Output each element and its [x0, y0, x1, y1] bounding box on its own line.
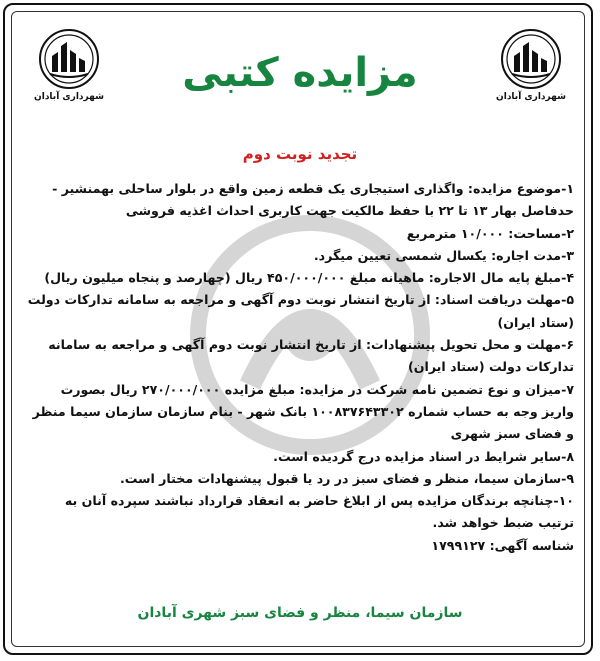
page-subtitle: تجدید نوبت دوم — [242, 145, 358, 163]
ad-id: شناسه آگهی: ۱۷۹۹۱۲۷ — [431, 537, 574, 553]
logo-caption: شهرداری آبادان — [34, 92, 104, 102]
ad-body — [26, 178, 574, 557]
municipality-emblem-icon — [38, 28, 100, 90]
ad-item: ۵-مهلت دریافت اسناد: از تاریخ انتشار نوبت دوم آگهی و مراجعه به سامانه تدارکات دولت (ستاد ایران) — [27, 292, 574, 330]
municipality-logo-left — [24, 28, 114, 102]
municipality-emblem-icon — [500, 28, 562, 90]
municipality-logo-right — [486, 28, 576, 102]
logo-caption: شهرداری آبادان — [496, 92, 566, 102]
page-title: مزایده کتبی — [182, 50, 418, 96]
ad-item: ۱۰-چنانچه برندگان مزایده پس از ابلاغ حاضر به انعقاد قرارداد نباشند سپرده آنان به ترتیب ضبط خواهد شد. — [64, 493, 574, 531]
ad-item: ۸-سایر شرایط در اسناد مزایده درج گردیده است. — [273, 448, 574, 464]
ad-item: ۶-مهلت و محل تحویل پیشنهادات: از تاریخ انتشار نوبت دوم آگهی و مراجعه به سامانه تدارکات دولت (ستاد ایران) — [48, 337, 574, 375]
ad-item: ۷-میزان و نوع تضمین نامه شرکت در مزایده: مبلغ مزایده ۲۷۰/۰۰۰/۰۰۰ ریال بصورت واریز وجه به حساب شماره ۱۰۰۸۳۷۶۴۳۳۰۲ بانک شهر - بنام سازمان سازمان سیما منظر و فضای سبز شهری — [32, 381, 574, 442]
ad-item: ۴-مبلغ پایه مال الاجاره: ماهیانه مبلغ ۴۵۰/۰۰۰/۰۰۰ ریال (چهارصد و پنجاه میلیون ریال) — [44, 270, 574, 286]
ad-item: ۹-سازمان سیما، منظر و فضای سبز در رد یا قبول پیشنهادات مختار است. — [119, 470, 574, 486]
ad-item: ۲-مساحت: ۱۰/۰۰۰ مترمربع — [406, 225, 574, 241]
ad-item: ۳-مدت اجاره: یکسال شمسی تعیین میگرد. — [313, 247, 574, 263]
ad-item: ۱-موضوع مزایده: واگذاری استیجاری یک قطعه زمین واقع در بلوار ساحلی بهمنشیر - حدفاصل بهار ۱۳ تا ۲۲ با حفظ مالکیت جهت کاربری احداث اغذیه فروشی — [52, 181, 574, 219]
organization-name: سازمان سیما، منظر و فضای سبز شهری آبادان — [137, 605, 463, 621]
